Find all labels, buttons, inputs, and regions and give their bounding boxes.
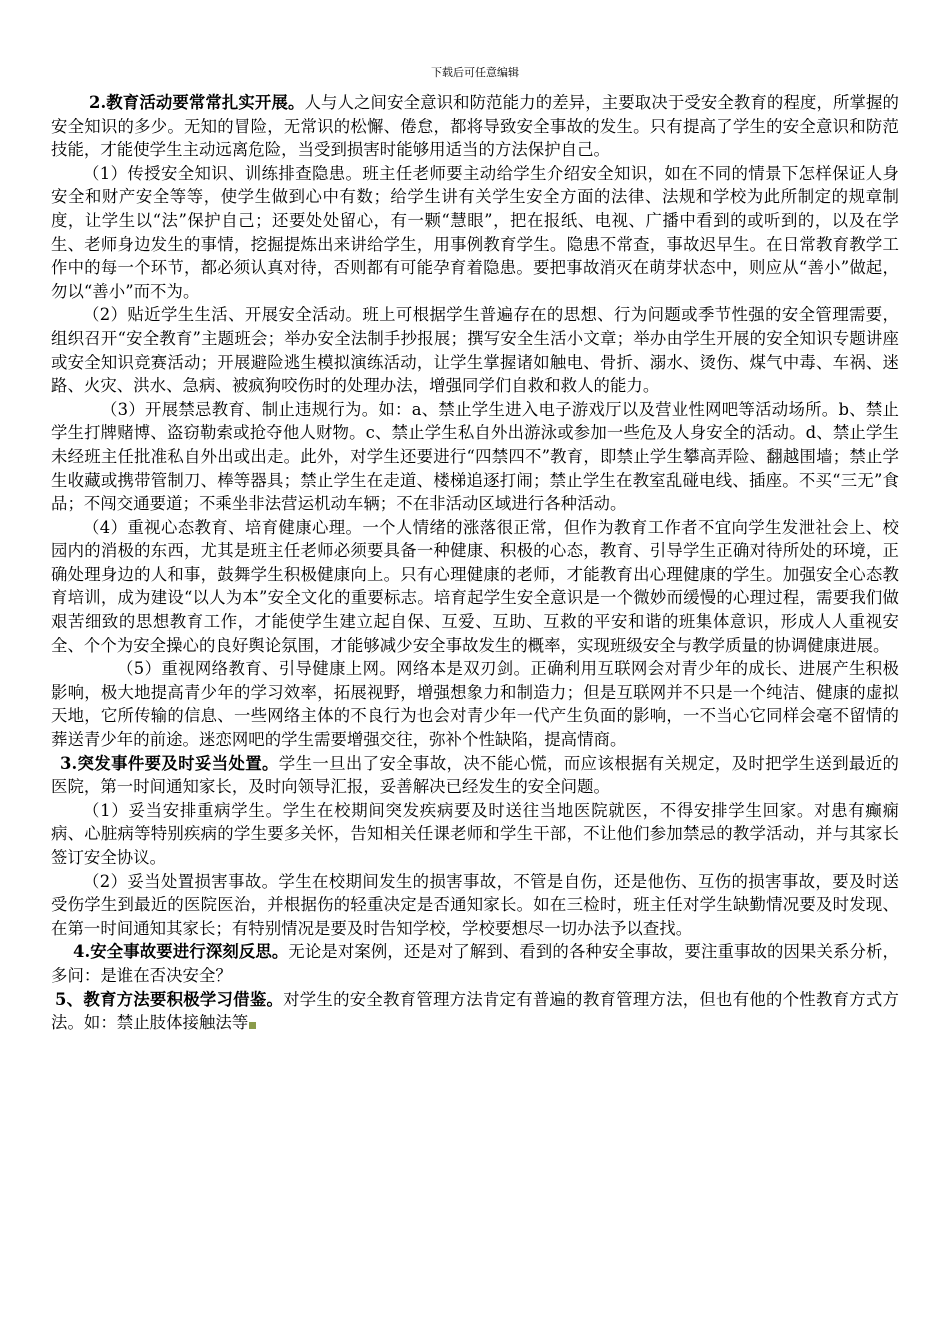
section-3-paragraph: [51, 752, 899, 799]
end-marker-icon: [249, 1022, 256, 1029]
section-2-item-1: （1）传授安全知识、训练排查隐患。班主任老师要主动给学生介绍安全知识，如在不同的情景下怎样保证人身安全和财产安全等等，使学生做到心中有数；给学生讲有关学生安全方面的法律、法规和学校为此所制定的规章制度，让学生以“法”保护自己；还要处处留心，有一颗“慧眼”，把在报纸、电视、广播中看到的或听到的，以及在学生、老师身边发生的事情，挖掘提炼出来讲给学生，用事例教育学生。隐患不常查，事故迟早生。在日常教育教学工作中的每一个环节，都必须认真对待，否则都有可能孕育着隐患。要把事故消灭在萌芽状态中，则应从“善小”做起，勿以“善小”而不为。: [51, 163, 899, 301]
section-2-paragraph: [51, 91, 899, 162]
section-3-text: 学生一旦出了安全事故，决不能心慌，而应该根据有关规定，及时把学生送到最近的医院，第一时间通知家长，及时向领导汇报，妥善解决已经发生的安全问题。: [51, 753, 899, 797]
section-2-item-4: （4）重视心态教育、培育健康心理。一个人情绪的涨落很正常，但作为教育工作者不宜向学生发泄社会上、校园内的消极的东西，尤其是班主任老师必须要具备一种健康、积极的心态，教育、引导学生正确对待所处的环境，正确处理身边的人和事，鼓舞学生积极健康向上。只有心理健康的老师，才能教育出心理健康的学生。加强安全心态教育培训，成为建设“以人为本”安全文化的重要标志。培育起学生安全意识是一个微妙而缓慢的心理过程，需要我们做艰苦细致的思想教育工作，才能使学生建立起自保、互爱、互助、互救的平安和谐的班集体意识，形成人人重视安全、个个为安全操心的良好舆论氛围，才能够减少安全事故发生的概率，实现班级安全与教学质量的协调健康进展。: [51, 517, 899, 655]
section-4-heading: 4.安全事故要进行深刻反思。: [73, 942, 289, 962]
section-4-text: 无论是对案例，还是对了解到、看到的各种安全事故，要注重事故的因果关系分析，多问：是谁在否决安全？: [51, 942, 899, 985]
section-5-paragraph: [51, 988, 899, 1035]
section-2-item-5: （5）重视网络教育、引导健康上网。网络本是双刃剑。正确利用互联网会对青少年的成长、进展产生积极影响，极大地提高青少年的学习效率，拓展视野，增强想象力和制造力；但是互联网并不只是一个纯洁、健康的虚拟天地，它所传输的信息、一些网络主体的不良行为也会对青少年一代产生负面的影响，一不当心它同样会毫不留情的葬送青少年的前途。迷恋网吧的学生需要增强交往，弥补个性缺陷，提高情商。: [51, 659, 899, 750]
page-header: 下载后可任意编辑: [431, 66, 519, 79]
section-2-text: 人与人之间安全意识和防范能力的差异，主要取决于受安全教育的程度，所掌握的安全知识的多少。无知的冒险，无常识的松懈、倦怠，都将导致安全事故的发生。只有提高了学生的安全意识和防范技能，才能使学生主动远离危险，当受到损害时能够用适当的方法保护自己。: [51, 93, 899, 160]
section-3-item-2: （2）妥当处置损害事故。学生在校期间发生的损害事故，不管是自伤，还是他伤、互伤的损害事故，要及时送受伤学生到最近的医院医治，并根据伤的轻重决定是否通知家长。如在三检时，班主任对学生缺勤情况要及时发现、在第一时间通知其家长；有特别情况是要及时告知学校，学校要想尽一切办法予以查找。: [51, 871, 899, 938]
section-5-text: 对学生的安全教育管理方法肯定有普遍的教育管理方法，但也有他的个性教育方式方法。如：禁止肢体接触法等: [51, 989, 899, 1033]
section-2-item-3: （3）开展禁忌教育、制止违规行为。如：a、禁止学生进入电子游戏厅以及营业性网吧等活动场所。b、禁止学生打牌赌博、盗窃勒索或抢夺他人财物。c、禁止学生私自外出游泳或参加一些危及人身安全的活动。d、禁止学生未经班主任批准私自外出或出走。此外，对学生还要进行“四禁四不”教育，即禁止学生攀高弄险、翻越围墙；禁止学生收藏或携带管制刀、棒等器具；禁止学生在走道、楼梯追逐打闹；禁止学生在教室乱碰电线、插座。不买“三无”食品；不闯交通要道；不乘坐非法营运机动车辆；不在非活动区域进行各种活动。: [51, 399, 899, 514]
section-2-heading: 2.教育活动要常常扎实开展。: [89, 93, 305, 112]
document-body: [51, 91, 899, 1035]
section-3-item-1: （1）妥当安排重病学生。学生在校期间突发疾病要及时送往当地医院就医，不得安排学生回家。对患有癫痫病、心脏病等特别疾病的学生要多关怀，告知相关任课老师和学生干部，不让他们参加禁忌的教学活动，并与其家长签订安全协议。: [51, 800, 899, 867]
section-2-item-2: （2）贴近学生生活、开展安全活动。班上可根据学生普遍存在的思想、行为问题或季节性强的安全管理需要，组织召开“安全教育”主题班会；举办安全法制手抄报展；撰写安全生活小文章；举办由学生开展的安全知识专题讲座或安全知识竞赛活动；开展避险逃生模拟演练活动，让学生掌握诸如触电、骨折、溺水、烫伤、煤气中毒、车祸、迷路、火灾、洪水、急病、被疯狗咬伤时的处理办法，增强同学们自救和救人的能力。: [51, 305, 899, 396]
section-5-heading: 5、教育方法要积极学习借鉴。: [55, 989, 284, 1009]
section-3-heading: 3.突发事件要及时妥当处置。: [60, 753, 279, 773]
section-4-paragraph: [51, 940, 899, 987]
